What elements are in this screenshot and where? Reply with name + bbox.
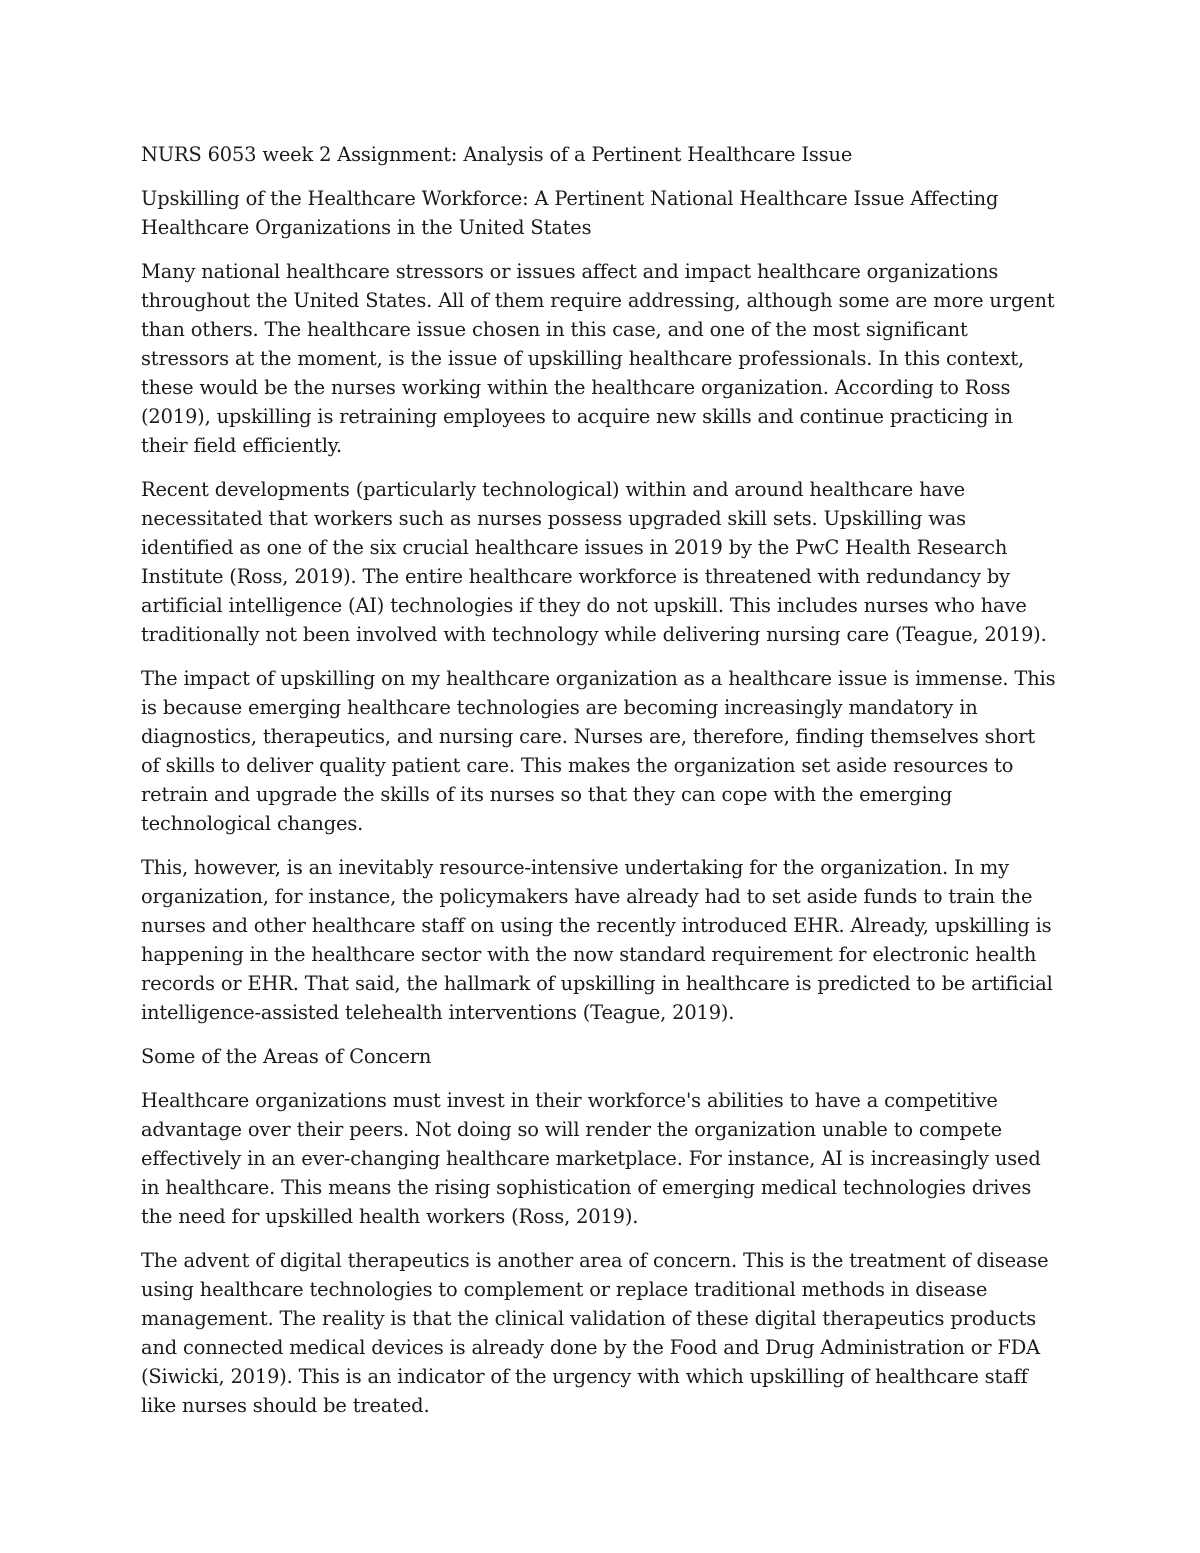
body-paragraph: Healthcare organizations must invest in their workforce's abilities to have a competitive advantage over their peers. Not doing so will render the organization unable to compete effectively in an ever-changing healthcare marketplace. For instance, AI is increasingly used in healthcare. This means the rising sophistication of emerging medical technologies drives the need for upskilled health workers (Ross, 2019).	[141, 1089, 1041, 1228]
document-body	[141, 140, 1059, 1435]
paper-title: Upskilling of the Healthcare Workforce: A Pertinent National Healthcare Issue Affecting Healthcare Organizations in the United States	[141, 187, 999, 239]
body-paragraph: This, however, is an inevitably resource-intensive undertaking for the organization. In my organization, for instance, the policymakers have already had to set aside funds to train the nurses and other healthcare staff on using the recently introduced EHR. Already, upskilling is happening in the healthcare sector with the now standard requirement for electronic health records or EHR. That said, the hallmark of upskilling in healthcare is predicted to be artificial intelligence-assisted telehealth interventions (Teague, 2019).	[141, 856, 1053, 1024]
body-paragraph: Many national healthcare stressors or issues affect and impact healthcare organizations throughout the United States. All of them require addressing, although some are more urgent than others. The healthcare issue chosen in this case, and one of the most significant stressors at the moment, is the issue of upskilling healthcare professionals. In this context, these would be the nurses working within the healthcare organization. According to Ross (2019), upskilling is retraining employees to acquire new skills and continue practicing in their field efficiently.	[141, 260, 1055, 457]
body-paragraph: Recent developments (particularly technological) within and around healthcare have necessitated that workers such as nurses possess upgraded skill sets. Upskilling was identified as one of the six crucial healthcare issues in 2019 by the PwC Health Research Institute (Ross, 2019). The entire healthcare workforce is threatened with redundancy by artificial intelligence (AI) technologies if they do not upskill. This includes nurses who have traditionally not been involved with technology while delivering nursing care (Teague, 2019).	[141, 478, 1047, 646]
section-heading: Some of the Areas of Concern	[141, 1045, 432, 1068]
body-paragraph: The impact of upskilling on my healthcare organization as a healthcare issue is immense. This is because emerging healthcare technologies are becoming increasingly mandatory in diagnostics, therapeutics, and nursing care. Nurses are, therefore, finding themselves short of skills to deliver quality patient care. This makes the organization set aside resources to retrain and upgrade the skills of its nurses so that they can cope with the emerging technological changes.	[141, 667, 1056, 835]
body-paragraph: The advent of digital therapeutics is another area of concern. This is the treatment of disease using healthcare technologies to complement or replace traditional methods in disease management. The reality is that the clinical validation of these digital therapeutics products and connected medical devices is already done by the Food and Drug Administration or FDA (Siwicki, 2019). This is an indicator of the urgency with which upskilling of healthcare staff like nurses should be treated.	[141, 1249, 1049, 1417]
assignment-title: NURS 6053 week 2 Assignment: Analysis of a Pertinent Healthcare Issue	[141, 143, 853, 166]
